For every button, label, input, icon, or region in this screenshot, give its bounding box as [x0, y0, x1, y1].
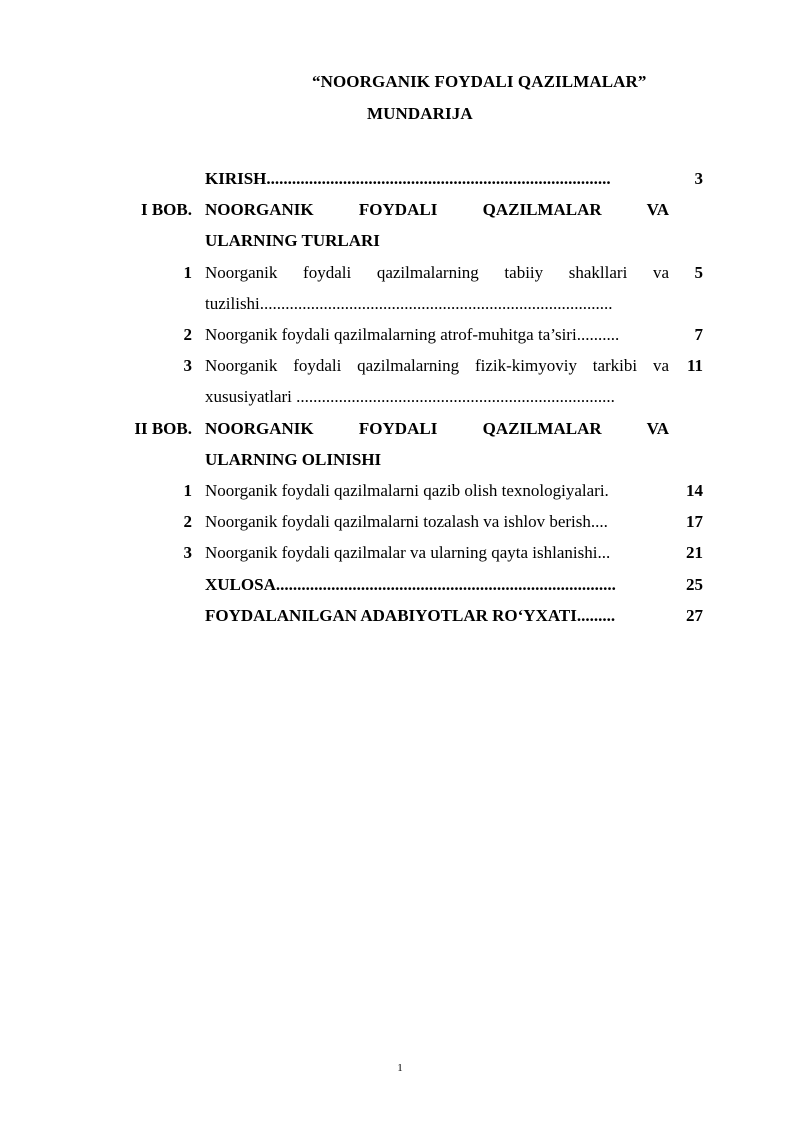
toc-entry-page: 5 [694, 262, 703, 282]
toc-entry-page: 11 [686, 356, 703, 376]
toc-entry-line [0, 288, 800, 320]
toc-entry-number: II BOB. [134, 418, 192, 438]
toc-entry-page: 25 [686, 574, 703, 594]
toc-entry-text: Noorganik foydali qazilmalarning fizik-kimyoviy tarkibi va [205, 356, 669, 376]
toc-entry-line [0, 163, 800, 195]
toc-entry-line [0, 444, 800, 476]
toc-entry-line [0, 381, 800, 413]
toc-entry-line [0, 319, 800, 351]
toc-entry-number: 3 [183, 356, 192, 376]
toc-entry-text: Noorganik foydali qazilmalar va ularning qayta ishlanishi... [205, 543, 611, 563]
toc-entry-line [0, 569, 800, 601]
toc-entry-line [0, 350, 800, 382]
toc-entry-line [0, 225, 800, 257]
toc-entry-text: tuzilishi................................................................................... [205, 293, 613, 313]
toc-entry-line [0, 506, 800, 538]
toc-entry-number: 2 [183, 512, 192, 532]
toc-entry-text: NOORGANIK FOYDALI QAZILMALAR VA [205, 418, 669, 438]
document-page: “NOORGANIK FOYDALI QAZILMALAR” MUNDARIJA KIRISH................................................................................. 3 I BOB. NOORGANIK FOYDALI QAZILMALAR VA ULARNING TURLARI 1 Noorganik foydali qazilmalarning tabiiy shakllari va 5 tuzilishi................................................................................... 2 Noorganik foydali qazilmalarning atrof-muhitga ta’siri.......... 7 3 Noorganik foydali qazilmalarning fizik-kimyoviy tarkibi va 11 xususiyatlari ........................................................................... II BOB. NOORGANIK FOYDALI QAZILMALAR VA ULARNING OLINISHI 1 Noorganik foydali qazilmalarni qazib olish texnologiyalari. 14 2 Noorganik foydali qazilmalarni tozalash va ishlov berish.... 17 3 Noorganik foydali qazilmalar va ularning qayta ishlanishi... 21 XULOSA................................................................................ 25 FOYDALANILGAN ADABIYOTLAR RO‘YXATI......... 27 1 [0, 0, 800, 1131]
toc-entry-number: 1 [183, 481, 192, 500]
toc-entry-text: KIRISH................................................................................. [205, 169, 611, 188]
toc-entry-text: NOORGANIK FOYDALI QAZILMALAR VA [205, 200, 669, 220]
toc-entry-text: ULARNING OLINISHI [205, 449, 382, 469]
toc-entry-text: xususiyatlari ........................................................................... [205, 387, 615, 407]
toc-entry-page: 21 [686, 543, 703, 563]
toc-entry-text: Noorganik foydali qazilmalarni qazib olish texnologiyalari. [205, 481, 609, 500]
toc-entry-line [0, 257, 800, 289]
toc-entry-page: 14 [686, 481, 703, 500]
toc-entry-line [0, 600, 800, 632]
toc-entry-text: ULARNING TURLARI [205, 231, 380, 251]
toc-entry-line [0, 413, 800, 445]
toc-entry-line [0, 537, 800, 569]
toc-entry-page: 3 [694, 169, 703, 188]
toc-entry-text: FOYDALANILGAN ADABIYOTLAR RO‘YXATI......... [205, 605, 616, 625]
toc-entry-page: 27 [686, 605, 703, 625]
toc-entry-line [0, 194, 800, 226]
toc-entry-line [0, 475, 800, 507]
toc-entry-number: 1 [183, 262, 192, 282]
page-footer-number: 1 [397, 1062, 403, 1074]
toc-entry-text: XULOSA................................................................................ [205, 574, 616, 594]
toc-entry-number: 3 [183, 543, 192, 563]
toc-entry-text: Noorganik foydali qazilmalarni tozalash va ishlov berish.... [205, 512, 608, 532]
toc-entry-number: 2 [183, 325, 192, 344]
toc-entry-page: 7 [694, 325, 703, 344]
toc-entry-number: I BOB. [140, 200, 192, 220]
toc-entry-text: Noorganik foydali qazilmalarning tabiiy shakllari va [205, 262, 669, 282]
toc-entry-page: 17 [686, 512, 703, 532]
toc-entry-text: Noorganik foydali qazilmalarning atrof-muhitga ta’siri.......... [205, 325, 620, 344]
